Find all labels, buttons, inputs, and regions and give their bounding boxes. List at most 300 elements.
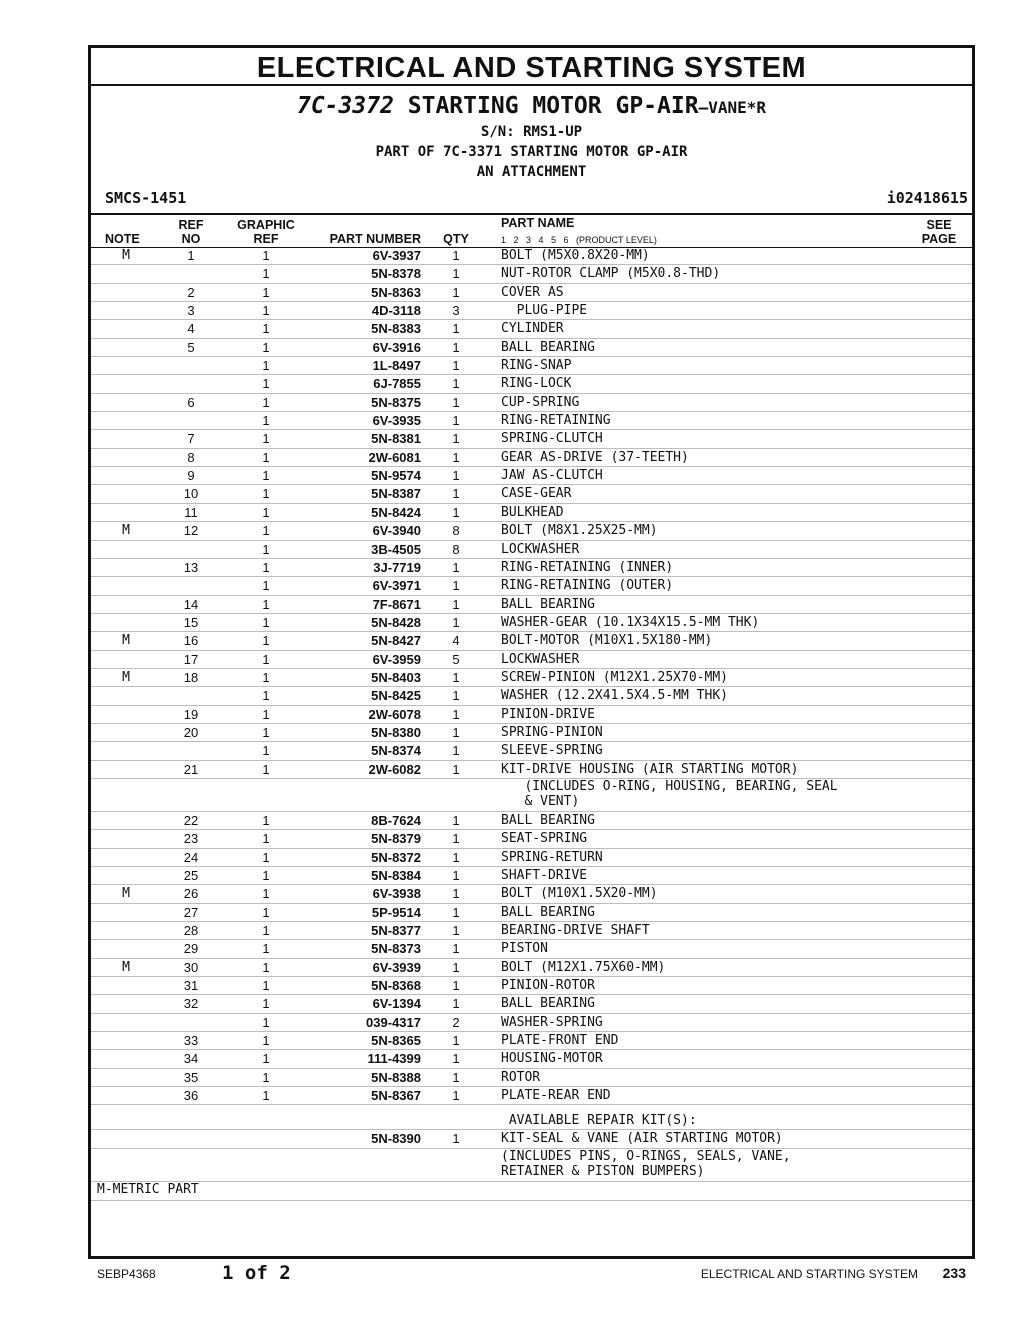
ref-number-cell: 5: [187, 339, 195, 355]
quantity-cell: 1: [452, 1033, 460, 1049]
note-cell: M: [122, 886, 130, 902]
ref-number-cell: 16: [183, 633, 199, 649]
quantity-cell: 5: [452, 651, 460, 667]
quantity-cell: 1: [452, 339, 460, 355]
group-part-number: 7C-3372: [296, 93, 394, 119]
part-name-cell: NUT-ROTOR CLAMP (M5X0.8-THD): [501, 266, 721, 282]
part-number-cell: 5N-8380: [371, 724, 421, 740]
part-number-cell: 5N-8374: [371, 743, 421, 759]
part-name-cell: RING-RETAINING (OUTER): [501, 578, 674, 594]
parts-page-frame: [88, 45, 975, 1259]
table-row: [91, 940, 972, 958]
table-row: [91, 1149, 972, 1182]
part-name-cell: PINION-ROTOR: [501, 978, 595, 994]
quantity-cell: 1: [452, 688, 460, 704]
part-name-cell: (INCLUDES O-RING, HOUSING, BEARING, SEAL & VENT): [524, 778, 838, 809]
part-name-cell: RING-SNAP: [501, 358, 572, 374]
part-name-cell: WASHER (12.2X41.5X4.5-MM THK): [501, 688, 728, 704]
part-name-cell: BALL BEARING: [501, 339, 595, 355]
table-row: [91, 977, 972, 995]
table-row: [91, 959, 972, 977]
quantity-cell: 1: [452, 996, 460, 1012]
part-number-cell: 6V-3971: [372, 578, 421, 594]
graphic-ref-cell: 1: [262, 978, 270, 994]
graphic-ref-cell: 1: [262, 1033, 270, 1049]
part-number-cell: 5N-8424: [371, 504, 421, 520]
table-row: [91, 485, 972, 503]
graphic-ref-cell: 1: [262, 376, 270, 392]
parts-list: [91, 247, 972, 1201]
note-cell: M: [122, 669, 130, 685]
part-number-cell: 1L-8497: [372, 358, 421, 374]
part-name-cell: KIT-SEAL & VANE (AIR STARTING MOTOR): [501, 1131, 783, 1147]
table-row: [91, 577, 972, 595]
quantity-cell: 1: [452, 743, 460, 759]
group-suffix: —VANE*R: [698, 98, 766, 117]
quantity-cell: 1: [452, 849, 460, 865]
quantity-cell: 8: [452, 523, 460, 539]
quantity-cell: 1: [452, 559, 460, 575]
quantity-cell: 1: [452, 886, 460, 902]
quantity-cell: 1: [452, 596, 460, 612]
graphic-ref-cell: 1: [262, 486, 270, 502]
part-name-cell: BALL BEARING: [501, 596, 595, 612]
graphic-ref-cell: 1: [262, 743, 270, 759]
graphic-ref-cell: 1: [262, 688, 270, 704]
part-number-cell: 3J-7719: [373, 559, 421, 575]
note-cell: M: [122, 959, 130, 975]
product-levels: 1 2 3 4 5 6 (PRODUCT LEVEL): [501, 235, 657, 245]
footer-section: ELECTRICAL AND STARTING SYSTEM: [700, 1267, 918, 1281]
quantity-cell: 1: [452, 1131, 460, 1147]
graphic-ref-cell: 1: [262, 651, 270, 667]
ref-number-cell: 2: [187, 284, 195, 300]
graphic-ref-cell: 1: [262, 1051, 270, 1067]
table-row: [91, 995, 972, 1013]
quantity-cell: 1: [452, 266, 460, 282]
part-name-cell: BOLT (M10X1.5X20-MM): [501, 886, 658, 902]
part-name-cell: RING-RETAINING (INNER): [501, 559, 674, 575]
ref-number-cell: 30: [183, 959, 199, 975]
quantity-cell: 1: [452, 358, 460, 374]
col-see-bottom: PAGE: [921, 232, 957, 246]
part-number-cell: 6V-3916: [372, 339, 421, 355]
part-name-cell: PLATE-REAR END: [501, 1088, 611, 1104]
table-row: [91, 596, 972, 614]
quantity-cell: 1: [452, 941, 460, 957]
part-number-cell: 5N-8425: [371, 688, 421, 704]
table-row: [91, 559, 972, 577]
part-of-line: PART OF 7C-3371 STARTING MOTOR GP-AIR: [375, 144, 688, 160]
ref-number-cell: 19: [183, 706, 199, 722]
ref-number-cell: 27: [183, 904, 199, 920]
smcs-code: SMCS-1451: [105, 189, 187, 207]
part-name-cell: BALL BEARING: [501, 812, 595, 828]
quantity-cell: 8: [452, 541, 460, 557]
part-number-cell: 6V-3959: [372, 651, 421, 667]
quantity-cell: 1: [452, 321, 460, 337]
part-number-cell: 5N-8379: [371, 831, 421, 847]
graphic-ref-cell: 1: [262, 923, 270, 939]
part-name-cell: SPRING-CLUTCH: [501, 431, 603, 447]
section-title: ELECTRICAL AND STARTING SYSTEM: [91, 48, 972, 86]
part-name-cell: BOLT (M12X1.75X60-MM): [501, 959, 666, 975]
col-graphic-bottom: REF: [253, 232, 279, 246]
table-row: [91, 1130, 972, 1148]
col-see-top: SEE: [926, 218, 952, 232]
part-name-cell: BOLT (M5X0.8X20-MM): [501, 248, 650, 263]
part-number-cell: 7F-8671: [372, 596, 421, 612]
graphic-ref-cell: 1: [262, 669, 270, 685]
quantity-cell: 1: [452, 413, 460, 429]
graphic-ref-cell: 1: [262, 413, 270, 429]
graphic-ref-cell: 1: [262, 559, 270, 575]
illustration-id: i02418615: [886, 189, 968, 207]
quantity-cell: 1: [452, 394, 460, 410]
part-number-cell: 6J-7855: [373, 376, 421, 392]
graphic-ref-cell: 1: [262, 633, 270, 649]
quantity-cell: 1: [452, 504, 460, 520]
graphic-ref-cell: 1: [262, 541, 270, 557]
part-number-cell: 5N-8384: [371, 868, 421, 883]
col-note: NOTE: [105, 232, 140, 246]
part-number-cell: 6V-3935: [372, 413, 421, 429]
ref-number-cell: 11: [184, 504, 198, 520]
table-row: [91, 779, 972, 812]
part-name-cell: CYLINDER: [501, 321, 564, 337]
graphic-ref-cell: 1: [262, 284, 270, 300]
quantity-cell: 1: [452, 1088, 460, 1104]
part-number-cell: 6V-3937: [372, 248, 421, 263]
part-name-cell: SEAT-SPRING: [501, 831, 588, 847]
quantity-cell: 1: [452, 812, 460, 828]
part-name-cell: HOUSING-MOTOR: [501, 1051, 603, 1067]
part-name-cell: LOCKWASHER: [501, 541, 580, 557]
graphic-ref-cell: 1: [262, 868, 270, 883]
part-number-cell: 5N-8363: [371, 284, 421, 300]
table-row: [91, 742, 972, 760]
quantity-cell: 1: [452, 978, 460, 994]
part-number-cell: 5N-8365: [371, 1033, 421, 1049]
col-qty: QTY: [443, 232, 469, 246]
graphic-ref-cell: 1: [262, 1088, 270, 1104]
graphic-ref-cell: 1: [262, 724, 270, 740]
table-row: [91, 449, 972, 467]
table-row: [91, 302, 972, 320]
part-name-cell: BALL BEARING: [501, 996, 595, 1012]
note-cell: M: [122, 248, 130, 263]
part-number-cell: 5N-8375: [371, 394, 421, 410]
part-number-cell: 5N-8390: [371, 1131, 421, 1147]
table-row: [91, 1014, 972, 1032]
table-row: [91, 541, 972, 559]
part-name-cell: PINION-DRIVE: [501, 706, 595, 722]
part-name-cell: ROTOR: [501, 1069, 541, 1085]
table-row: [91, 1087, 972, 1105]
part-number-cell: 5N-8373: [371, 941, 421, 957]
graphic-ref-cell: 1: [262, 303, 270, 319]
table-row: [91, 357, 972, 375]
ref-number-cell: 20: [183, 724, 199, 740]
graphic-ref-cell: 1: [262, 996, 270, 1012]
part-name-cell: WASHER-SPRING: [501, 1014, 603, 1030]
part-number-cell: 111-4399: [367, 1051, 421, 1067]
graphic-ref-cell: 1: [262, 431, 270, 447]
part-name-cell: KIT-DRIVE HOUSING (AIR STARTING MOTOR): [501, 761, 799, 777]
col-ref-top: REF: [178, 218, 204, 232]
ref-number-cell: 7: [187, 431, 195, 447]
part-name-cell: CASE-GEAR: [501, 486, 572, 502]
part-number-cell: 5N-8383: [371, 321, 421, 337]
table-row: [91, 922, 972, 940]
part-number-cell: 5N-8381: [371, 431, 421, 447]
quantity-cell: 1: [452, 376, 460, 392]
quantity-cell: 1: [452, 248, 460, 263]
ref-number-cell: 6: [187, 394, 195, 410]
table-row: [91, 412, 972, 430]
ref-number-cell: 22: [183, 812, 199, 828]
table-row: [91, 867, 972, 885]
part-number-cell: 5N-8378: [371, 266, 421, 282]
part-number-cell: 5N-8427: [371, 633, 421, 649]
part-name-cell: AVAILABLE REPAIR KIT(S):: [501, 1113, 697, 1129]
graphic-ref-cell: 1: [262, 706, 270, 722]
ref-number-cell: 36: [183, 1088, 199, 1104]
ref-number-cell: 26: [183, 886, 199, 902]
part-name-cell: LOCKWASHER: [501, 651, 580, 667]
quantity-cell: 1: [452, 486, 460, 502]
table-row: [91, 339, 972, 357]
table-row: [91, 812, 972, 830]
ref-number-cell: 10: [183, 486, 199, 502]
ref-number-cell: 28: [183, 923, 199, 939]
part-name-cell: BALL BEARING: [501, 904, 595, 920]
graphic-ref-cell: 1: [262, 904, 270, 920]
part-name-cell: SPRING-RETURN: [501, 849, 603, 865]
graphic-ref-cell: 1: [262, 578, 270, 594]
quantity-cell: 1: [452, 706, 460, 722]
ref-number-cell: 33: [183, 1033, 199, 1049]
graphic-ref-cell: 1: [262, 614, 270, 630]
ref-number-cell: 12: [183, 523, 199, 539]
table-row: [91, 632, 972, 650]
table-row: [91, 830, 972, 848]
table-row: [91, 430, 972, 448]
graphic-ref-cell: 1: [262, 266, 270, 282]
metric-legend: M-METRIC PART: [97, 1181, 199, 1197]
ref-number-cell: 8: [187, 449, 195, 465]
quantity-cell: 4: [452, 633, 460, 649]
part-number-cell: 5N-8377: [371, 923, 421, 939]
quantity-cell: 1: [452, 614, 460, 630]
part-name-cell: SPRING-PINION: [501, 724, 603, 740]
col-graphic-top: GRAPHIC: [237, 218, 295, 232]
ref-number-cell: 23: [183, 831, 199, 847]
ref-number-cell: 1: [187, 248, 195, 263]
part-number-cell: 5N-8368: [371, 978, 421, 994]
table-row: [91, 320, 972, 338]
graphic-ref-cell: 1: [262, 449, 270, 465]
part-number-cell: 5N-8403: [371, 669, 421, 685]
col-part-name: PART NAME: [501, 216, 575, 230]
part-number-cell: 8B-7624: [371, 812, 421, 828]
quantity-cell: 1: [452, 831, 460, 847]
part-name-cell: SHAFT-DRIVE: [501, 868, 588, 883]
page-of: 1 of 2: [222, 1262, 291, 1284]
graphic-ref-cell: 1: [262, 394, 270, 410]
part-name-cell: GEAR AS-DRIVE (37-TEETH): [501, 449, 689, 465]
attachment-line: AN ATTACHMENT: [476, 164, 587, 180]
part-name-cell: BOLT-MOTOR (M10X1.5X180-MM): [501, 633, 713, 649]
page-footer: [0, 1262, 1020, 1285]
part-name-cell: PISTON: [501, 941, 548, 957]
part-number-cell: 4D-3118: [371, 303, 421, 319]
ref-number-cell: 29: [183, 941, 199, 957]
graphic-ref-cell: 1: [262, 339, 270, 355]
col-part-number: PART NUMBER: [329, 232, 421, 246]
quantity-cell: 2: [452, 1014, 460, 1030]
quantity-cell: 3: [452, 303, 460, 319]
ref-number-cell: 9: [187, 468, 195, 484]
table-header: [91, 213, 972, 248]
graphic-ref-cell: 1: [262, 1069, 270, 1085]
part-number-cell: 5N-9574: [371, 468, 421, 484]
part-name-cell: WASHER-GEAR (10.1X34X15.5-MM THK): [501, 614, 760, 630]
part-name-cell: BOLT (M8X1.25X25-MM): [501, 523, 658, 539]
graphic-ref-cell: 1: [262, 831, 270, 847]
ref-number-cell: 14: [183, 596, 199, 612]
quantity-cell: 1: [452, 959, 460, 975]
part-name-cell: RING-RETAINING: [501, 413, 611, 429]
table-row: [91, 284, 972, 302]
ref-number-cell: 21: [183, 761, 199, 777]
table-row: [91, 706, 972, 724]
table-row: [91, 1105, 972, 1130]
graphic-ref-cell: 1: [262, 886, 270, 902]
part-name-cell: SCREW-PINION (M12X1.25X70-MM): [501, 669, 728, 685]
part-name-cell: BULKHEAD: [501, 504, 564, 520]
part-number-cell: 5N-8367: [371, 1088, 421, 1104]
ref-number-cell: 13: [183, 559, 199, 575]
graphic-ref-cell: 1: [262, 812, 270, 828]
part-number-cell: 5N-8388: [371, 1069, 421, 1085]
graphic-ref-cell: 1: [262, 523, 270, 539]
table-row: [91, 904, 972, 922]
ref-number-cell: 3: [187, 303, 195, 319]
graphic-ref-cell: 1: [262, 941, 270, 957]
table-row: [91, 687, 972, 705]
ref-number-cell: 31: [183, 978, 199, 994]
table-row: [91, 394, 972, 412]
part-number-cell: 5N-8372: [371, 849, 421, 865]
part-name-cell: PLUG-PIPE: [501, 303, 588, 319]
graphic-ref-cell: 1: [262, 468, 270, 484]
graphic-ref-cell: 1: [262, 248, 270, 263]
table-row: [91, 375, 972, 393]
quantity-cell: 1: [452, 1051, 460, 1067]
quantity-cell: 1: [452, 1069, 460, 1085]
quantity-cell: 1: [452, 904, 460, 920]
part-number-cell: 6V-3939: [372, 959, 421, 975]
note-cell: M: [122, 523, 130, 539]
table-row: [91, 1050, 972, 1068]
ref-number-cell: 15: [183, 614, 199, 630]
table-row: [91, 265, 972, 283]
table-row: [91, 724, 972, 742]
part-name-cell: SLEEVE-SPRING: [501, 743, 603, 759]
legend-row: [91, 1182, 972, 1201]
ref-number-cell: 18: [183, 669, 199, 685]
document-id: SEBP4368: [97, 1267, 156, 1281]
table-row: [91, 614, 972, 632]
table-row: [91, 522, 972, 540]
table-row: [91, 651, 972, 669]
part-number-cell: 5N-8387: [371, 486, 421, 502]
part-number-cell: 2W-6081: [368, 449, 421, 465]
table-row: [91, 849, 972, 867]
quantity-cell: 1: [452, 284, 460, 300]
part-number-cell: 039-4317: [366, 1014, 421, 1030]
part-number-cell: 5P-9514: [371, 904, 421, 920]
group-title: [91, 92, 972, 122]
part-name-cell: JAW AS-CLUTCH: [501, 468, 603, 484]
graphic-ref-cell: 1: [262, 959, 270, 975]
page-number: 233: [942, 1265, 966, 1281]
quantity-cell: 1: [452, 431, 460, 447]
part-number-cell: 6V-3938: [372, 886, 421, 902]
graphic-ref-cell: 1: [262, 849, 270, 865]
col-ref-bottom: NO: [181, 232, 201, 246]
ref-number-cell: 24: [183, 849, 199, 865]
quantity-cell: 1: [452, 724, 460, 740]
quantity-cell: 1: [452, 578, 460, 594]
quantity-cell: 1: [452, 468, 460, 484]
part-number-cell: 2W-6078: [368, 706, 421, 722]
graphic-ref-cell: 1: [262, 1014, 270, 1030]
ref-number-cell: 34: [183, 1051, 199, 1067]
part-name-cell: (INCLUDES PINS, O-RINGS, SEALS, VANE, RETAINER & PISTON BUMPERS): [501, 1148, 791, 1179]
part-number-cell: 6V-1394: [372, 996, 421, 1012]
quantity-cell: 1: [452, 449, 460, 465]
part-name-cell: PLATE-FRONT END: [501, 1033, 619, 1049]
ref-number-cell: 17: [183, 651, 199, 667]
table-row: [91, 669, 972, 687]
part-number-cell: 2W-6082: [368, 761, 421, 777]
ref-number-cell: 35: [183, 1069, 199, 1085]
note-cell: M: [122, 633, 130, 649]
part-number-cell: 6V-3940: [372, 523, 421, 539]
table-row: [91, 885, 972, 903]
table-row: [91, 247, 972, 265]
part-name-cell: RING-LOCK: [501, 376, 572, 392]
quantity-cell: 1: [452, 923, 460, 939]
quantity-cell: 1: [452, 761, 460, 777]
ref-number-cell: 32: [183, 996, 199, 1012]
graphic-ref-cell: 1: [262, 596, 270, 612]
graphic-ref-cell: 1: [262, 321, 270, 337]
table-row: [91, 761, 972, 779]
table-row: [91, 1032, 972, 1050]
table-row: [91, 1069, 972, 1087]
ref-number-cell: 25: [183, 868, 199, 883]
part-number-cell: 5N-8428: [371, 614, 421, 630]
quantity-cell: 1: [452, 669, 460, 685]
part-name-cell: CUP-SPRING: [501, 394, 580, 410]
table-row: [91, 467, 972, 485]
graphic-ref-cell: 1: [262, 358, 270, 374]
part-name-cell: COVER AS: [501, 284, 564, 300]
table-row: [91, 504, 972, 522]
